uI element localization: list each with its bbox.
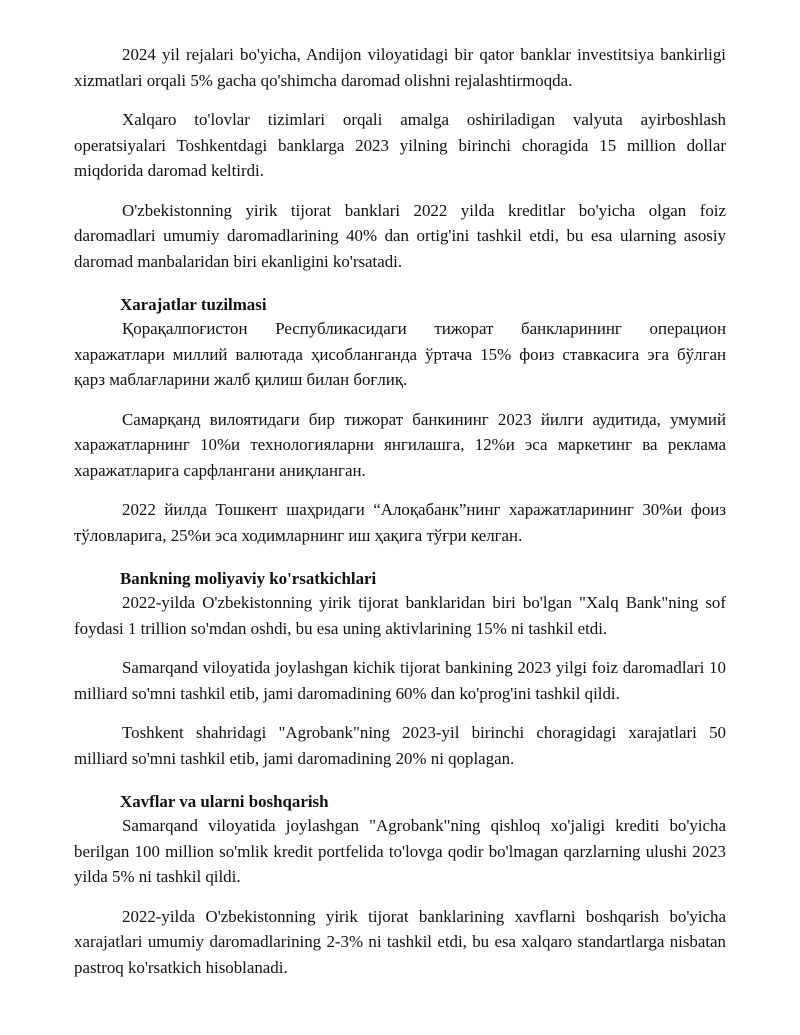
section-heading-expenses: Xarajatlar tuzilmasi [120, 295, 267, 314]
section-heading-risks: Xavflar va ularni boshqarish [120, 792, 329, 811]
paragraph-risks-2: 2022-yilda O'zbekistonning yirik tijorat banklarining xavflarni boshqarish bo'yicha xarajatlari umumiy daromadlarining 2-3% ni tashkil etdi, bu esa xalqaro standartlarga nisbatan pastroq ko'rsatkich hisoblanadi. [74, 906, 726, 977]
paragraph-risks-1: Samarqand viloyatida joylashgan "Agrobank"ning qishloq xo'jaligi krediti bo'yicha berilgan 100 million so'mlik kredit portfelida to'lovga qodir bo'lmagan qarzlarning ulushi 2023 yilda 5% ni tashkil qildi. [74, 816, 726, 886]
paragraph-intro-1: 2024 yil rejalari bo'yicha, Andijon viloyatidagi bir qator banklar investitsiya bankirligi xizmatlari orqali 5% gacha qo'shimcha daromad olishni rejalashtirmoqda. [74, 45, 726, 90]
paragraph-intro-2: Xalqaro to'lovlar tizimlari orqali amalga oshiriladigan valyuta ayirboshlash operatsiyalari Toshkentdagi banklarga 2023 yilning birinchi choragida 15 million dollar miqdorida daromad keltirdi. [74, 110, 726, 180]
paragraph-financials-3: Toshkent shahridagi "Agrobank"ning 2023-yil birinchi choragidagi xarajatlari 50 milliard so'mni tashkil etib, jami daromadining 20% ni qoplagan. [74, 723, 726, 768]
paragraph-expenses-2: Самарқанд вилоятидаги бир тижорат банкининг 2023 йилги аудитида, умумий харажатларнинг 10%и технологияларни янгилашга, 12%и эса маркетинг ва реклама харажатларига сарфлангани аниқланган. [74, 409, 726, 480]
document-page [74, 42, 726, 980]
paragraph-financials-1: 2022-yilda O'zbekistonning yirik tijorat banklaridan biri bo'lgan "Xalq Bank"ning sof foydasi 1 trillion so'mdan oshdi, bu esa uning aktivlarining 15% ni tashkil etdi. [74, 593, 726, 638]
paragraph-expenses-1: Қорақалпоғистон Республикасидаги тижорат банкларининг операцион харажатлари миллий валютада ҳисобланганда ўртача 15% фоиз ставкасига эга бўлган қарз маблағларини жалб қилиш билан боғлиқ. [74, 319, 726, 389]
paragraph-financials-2: Samarqand viloyatida joylashgan kichik tijorat bankining 2023 yilgi foiz daromadlari 10 milliard so'mni tashkil etib, jami daromadining 60% dan ko'prog'ini tashkil qildi. [74, 658, 726, 703]
section-heading-financials: Bankning moliyaviy ko'rsatkichlari [120, 569, 377, 588]
paragraph-expenses-3: 2022 йилда Тошкент шаҳридаги “Алоқабанк”нинг харажатларининг 30%и фоиз тўловларига, 25%и эса ходимларнинг иш ҳақига тўғри келган. [74, 500, 726, 545]
paragraph-intro-3: O'zbekistonning yirik tijorat banklari 2022 yilda kreditlar bo'yicha olgan foiz daromadlari umumiy daromadlarining 40% dan ortig'ini tashkil etdi, bu esa ularning asosiy daromad manbalaridan biri ekanligini ko'rsatadi. [74, 200, 726, 271]
